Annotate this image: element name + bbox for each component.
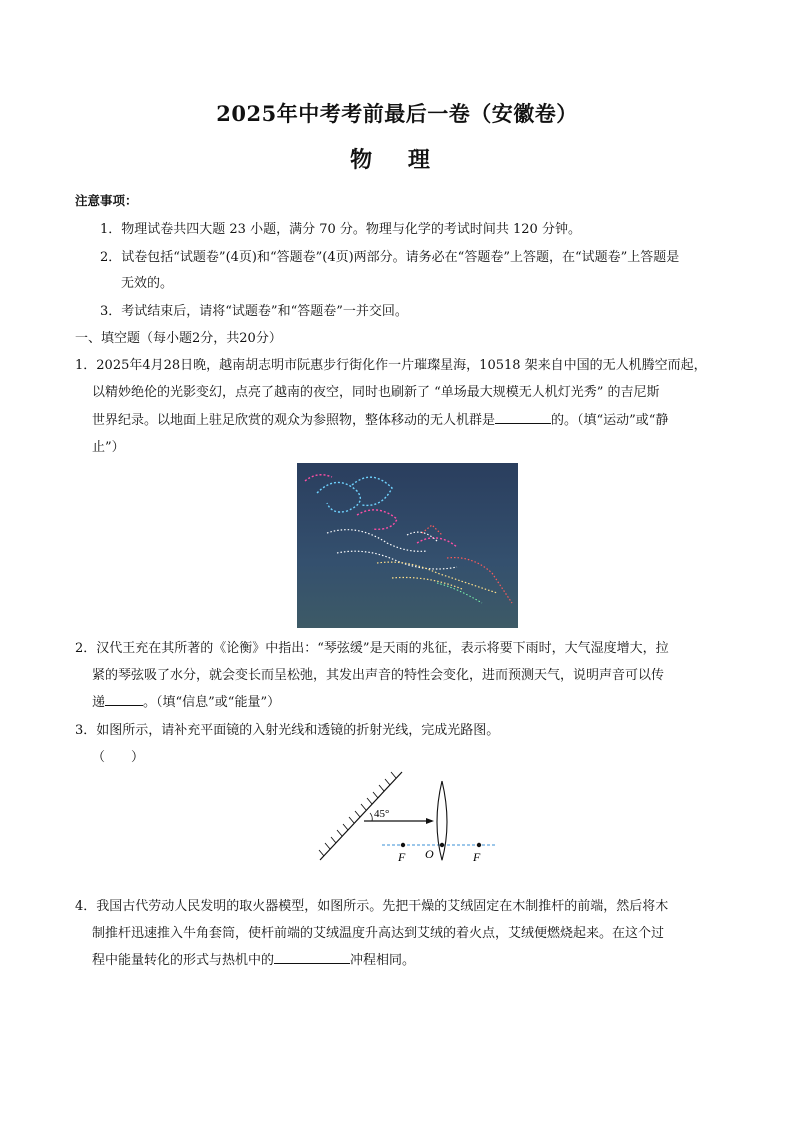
- q2-line: 2．汉代王充在其所著的《论衡》中指出：“琴弦缓”是天雨的兆征，表示将要下雨时，大气湿度增大，拉: [75, 641, 669, 656]
- optical-center-point: [440, 843, 444, 847]
- q4-line: 程中能量转化的形式与热机中的 冲程相同。: [92, 953, 416, 968]
- focus-point-right: [477, 843, 481, 847]
- center-label: O: [425, 847, 434, 861]
- drone-show-photo: [297, 463, 518, 628]
- q1-line: 世界纪录。以地面上驻足欣赏的观众为参照物，整体移动的无人机群是 的。（填“运动”或“静: [92, 413, 669, 428]
- q4-line: 制推杆迅速推入牛角套筒，使杆前端的艾绒温度升高达到艾绒的着火点，艾绒便燃烧起来。在这个过: [92, 926, 665, 941]
- convex-lens: [437, 781, 447, 860]
- q4-line: 4．我国古代劳动人民发明的取火器模型，如图所示。先把干燥的艾绒固定在木制推杆的前端，然后将木: [75, 899, 669, 914]
- q1-line: 以精妙绝伦的光影变幻，点亮了越南的夜空，同时也刷新了 “单场最大规模无人机灯光秀” 的吉尼斯: [92, 385, 660, 400]
- q1-line: 1．2025年4月28日晚，越南胡志明市阮惠步行街化作一片璀璨星海，10518 架来自中国的无人机腾空而起，: [75, 358, 707, 373]
- q3-line: 3．如图所示，请补充平面镜的入射光线和透镜的折射光线，完成光路图。: [75, 723, 500, 738]
- q3-answer-paren: （ ）: [92, 750, 145, 765]
- focus-point-left: [401, 843, 405, 847]
- subject-title: 物 理: [350, 147, 444, 173]
- note-item: 无效的。: [121, 276, 174, 291]
- answer-blank[interactable]: [274, 951, 350, 964]
- note-item: 1．物理试卷共四大题 23 小题，满分 70 分。物理与化学的考试时间共 120 分钟。: [100, 222, 581, 237]
- focus-label-left: F: [398, 850, 406, 864]
- q2-line: 递 。（填“信息”或“能量”）: [92, 695, 281, 710]
- q1-line: 止”）: [92, 440, 125, 455]
- q2-line: 紧的琴弦吸了水分，就会变长而呈松弛，其发出声音的特性会变化，进而预测天气，说明声音可以传: [92, 668, 665, 683]
- answer-blank[interactable]: [495, 411, 551, 424]
- angle-label: 45°: [374, 808, 390, 820]
- section-title: 一、填空题（每小题2分，共20分）: [75, 331, 282, 346]
- answer-blank[interactable]: [105, 693, 143, 706]
- ray-arrow: [426, 818, 434, 824]
- focus-label-right: F: [473, 850, 481, 864]
- exam-title: 2025年中考考前最后一卷（安徽卷）: [216, 101, 578, 126]
- angle-arc: [370, 813, 372, 821]
- note-item: 2．试卷包括“试题卷”(4页)和“答题卷”(4页)两部分。请务必在“答题卷”上答题，在“试题卷”上答题是: [100, 250, 680, 265]
- optics-diagram: [312, 768, 502, 868]
- notes-heading: 注意事项：: [75, 193, 138, 208]
- note-item: 3．考试结束后，请将“试题卷”和“答题卷”一并交回。: [100, 304, 408, 319]
